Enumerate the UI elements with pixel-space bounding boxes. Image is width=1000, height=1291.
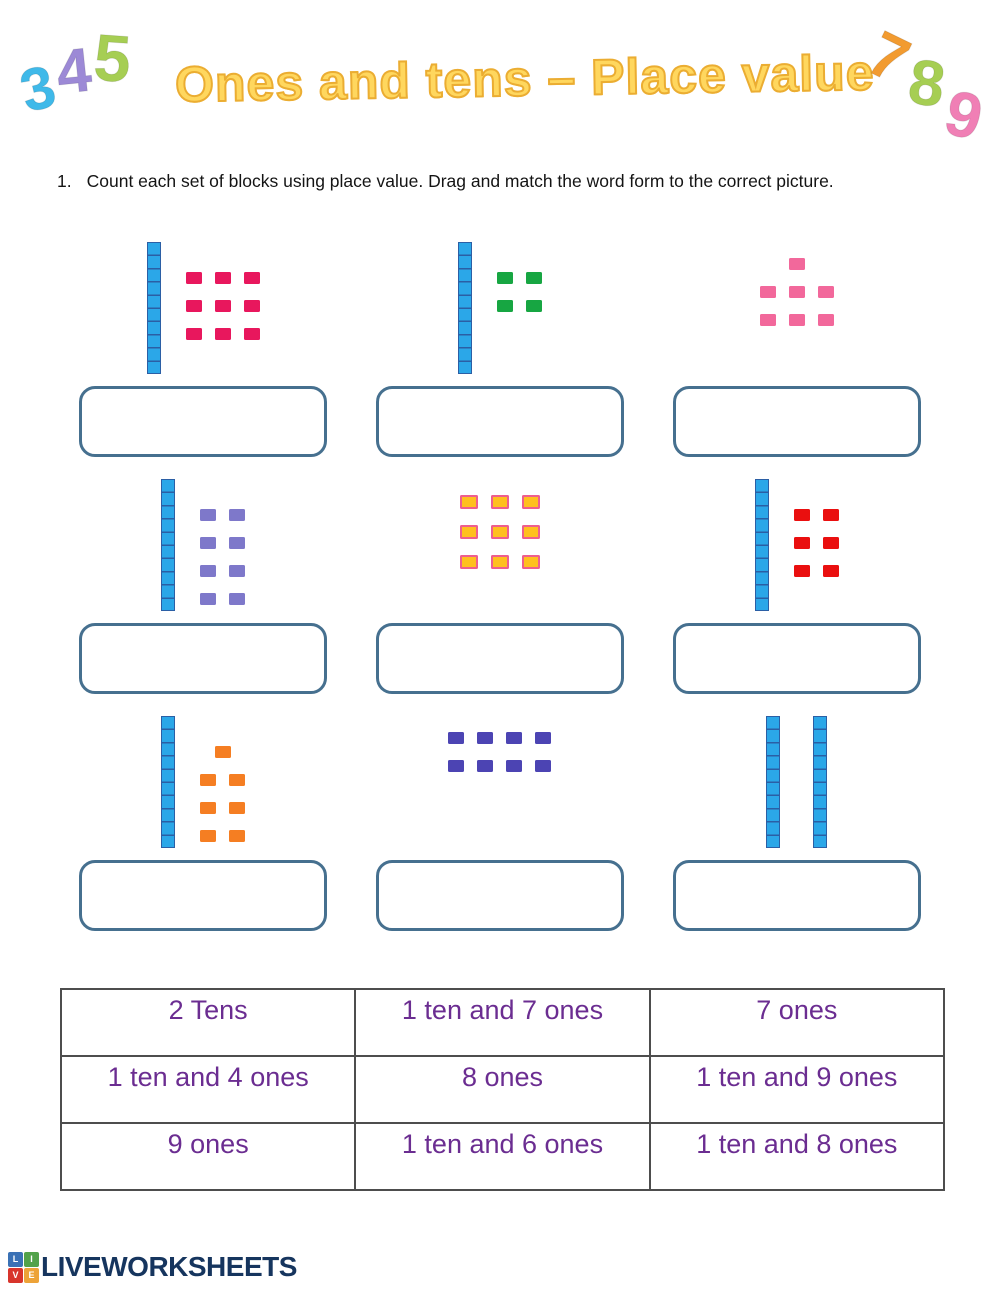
word-bank-item[interactable]: 1 ten and 8 ones [650,1123,944,1190]
block-set-cell-2 [352,242,649,457]
ones-cube [460,495,478,509]
ones-cube [506,760,522,772]
instruction-line [57,171,834,192]
answer-drop-box-2[interactable] [376,386,624,457]
ones-cube [200,537,216,549]
ones-cube [200,774,216,786]
ones-row [200,565,245,577]
ones-cube [522,525,540,539]
decorative-numbers-left [13,19,134,126]
ones-cube [760,314,776,326]
ones-cube [200,802,216,814]
block-picture-5 [352,479,649,619]
block-picture-8 [352,716,649,856]
logo-tile-I: I [24,1252,39,1267]
ones-row [794,565,839,577]
word-bank-item[interactable]: 1 ten and 9 ones [650,1056,944,1123]
ones-row [448,760,551,772]
tens-rod [161,716,175,848]
ones-cube [789,258,805,270]
ones-row [794,537,839,549]
block-picture-9 [648,716,945,856]
ones-cube [448,732,464,744]
ones-cubes-group [200,509,245,605]
logo-tile-V: V [8,1268,23,1283]
ones-cube [229,593,245,605]
ones-cube [200,565,216,577]
instruction-text: Count each set of blocks using place value. Drag and match the word form to the correct picture. [86,171,834,191]
ones-row [200,537,245,549]
ones-cube [818,286,834,298]
ones-cube [526,272,542,284]
tens-rod [458,242,472,374]
word-bank-item[interactable]: 9 ones [61,1123,355,1190]
ones-cube [215,300,231,312]
ones-row [460,495,540,509]
word-bank-body [61,989,944,1190]
ones-cube [200,593,216,605]
ones-cube [448,760,464,772]
word-bank-row-2 [61,1056,944,1123]
logo-tile-E: E [24,1268,39,1283]
block-set-cell-1 [55,242,352,457]
block-set-cell-5 [352,479,649,694]
decorative-number-5: 5 [91,19,134,97]
ones-cube [229,537,245,549]
ones-row [794,509,839,521]
page-title: Ones and tens – Place value [174,44,875,113]
block-set-cell-9 [648,716,945,931]
ones-row [760,258,834,270]
ones-cube [823,509,839,521]
ones-cube [522,495,540,509]
ones-cube [244,328,260,340]
word-bank-row-3 [61,1123,944,1190]
word-bank-table [60,988,945,1191]
ones-cube [497,300,513,312]
ones-cube [215,746,231,758]
ones-row [760,314,834,326]
answer-drop-box-1[interactable] [79,386,327,457]
ones-cube [200,509,216,521]
ones-cube [497,272,513,284]
ones-row [460,525,540,539]
tens-rod [813,716,827,848]
block-picture-6 [648,479,945,619]
ones-cube [229,774,245,786]
block-picture-7 [55,716,352,856]
ones-row [460,555,540,569]
ones-row [497,300,542,312]
ones-cube [760,286,776,298]
decorative-number-8: 8 [903,44,950,122]
decorative-number-3: 3 [13,52,63,126]
ones-cube [789,314,805,326]
ones-cube [215,328,231,340]
ones-cube [794,537,810,549]
ones-cube [186,300,202,312]
ones-cube [522,555,540,569]
ones-row [200,802,245,814]
ones-cube [244,300,260,312]
answer-drop-box-3[interactable] [673,386,921,457]
ones-row [186,300,260,312]
ones-cube [229,509,245,521]
ones-cubes-group [186,272,260,340]
tens-rod [755,479,769,611]
ones-cube [460,555,478,569]
word-bank-item[interactable]: 1 ten and 6 ones [355,1123,649,1190]
ones-cube [244,272,260,284]
answer-drop-box-5[interactable] [376,623,624,694]
ones-row [200,593,245,605]
ones-cubes-group [497,272,542,312]
ones-cubes-group [200,746,245,842]
ones-row [448,732,551,744]
decorative-number-9: 9 [938,75,991,155]
ones-cube [200,830,216,842]
ones-cube [491,495,509,509]
ones-cube [229,565,245,577]
ones-cubes-group [760,258,834,326]
tens-rod [766,716,780,848]
ones-cube [535,760,551,772]
block-set-cell-7 [55,716,352,931]
ones-cubes-group [794,509,839,577]
ones-cube [789,286,805,298]
ones-cube [477,760,493,772]
answer-drop-box-9[interactable] [673,860,921,931]
ones-cube [186,328,202,340]
ones-cube [229,830,245,842]
ones-row [497,272,542,284]
ones-cube [491,525,509,539]
ones-row [186,328,260,340]
block-set-cell-3 [648,242,945,457]
block-set-cell-8 [352,716,649,931]
ones-row [200,774,245,786]
ones-row [186,272,260,284]
ones-cube [491,555,509,569]
word-bank-item[interactable]: 7 ones [650,989,944,1056]
blocks-grid [55,242,945,931]
decorative-number-4: 4 [53,35,96,108]
logo-tile-L: L [8,1252,23,1267]
tens-rod [161,479,175,611]
ones-row [760,286,834,298]
decorative-numbers-right [857,16,991,155]
word-bank-item[interactable]: 8 ones [355,1056,649,1123]
answer-drop-box-4[interactable] [79,623,327,694]
ones-cube [526,300,542,312]
block-picture-4 [55,479,352,619]
answer-drop-box-6[interactable] [673,623,921,694]
ones-row [200,830,245,842]
block-set-cell-4 [55,479,352,694]
ones-row [200,509,245,521]
ones-cube [229,802,245,814]
footer-logo [8,1251,297,1283]
word-bank-item[interactable]: 2 Tens [61,989,355,1056]
word-bank-item[interactable]: 1 ten and 4 ones [61,1056,355,1123]
ones-cube [186,272,202,284]
ones-cubes-group [448,732,551,772]
ones-cube [823,565,839,577]
ones-cube [794,565,810,577]
ones-cube [506,732,522,744]
block-picture-2 [352,242,649,382]
block-picture-1 [55,242,352,382]
ones-cube [215,272,231,284]
ones-cube [794,509,810,521]
block-set-cell-6 [648,479,945,694]
liveworksheets-tile-icon [8,1252,39,1283]
block-picture-3 [648,242,945,382]
ones-row [200,746,245,758]
answer-drop-box-8[interactable] [376,860,624,931]
ones-cube [823,537,839,549]
decorative-number-7: 7 [857,16,921,98]
instruction-number: 1. [57,171,72,191]
ones-cube [460,525,478,539]
word-bank-row-1 [61,989,944,1056]
liveworksheets-logo-text: LIVEWORKSHEETS [41,1251,297,1282]
ones-cubes-group [460,495,540,569]
ones-cube [818,314,834,326]
ones-cube [535,732,551,744]
word-bank-item[interactable]: 1 ten and 7 ones [355,989,649,1056]
tens-rod [147,242,161,374]
answer-drop-box-7[interactable] [79,860,327,931]
ones-cube [477,732,493,744]
